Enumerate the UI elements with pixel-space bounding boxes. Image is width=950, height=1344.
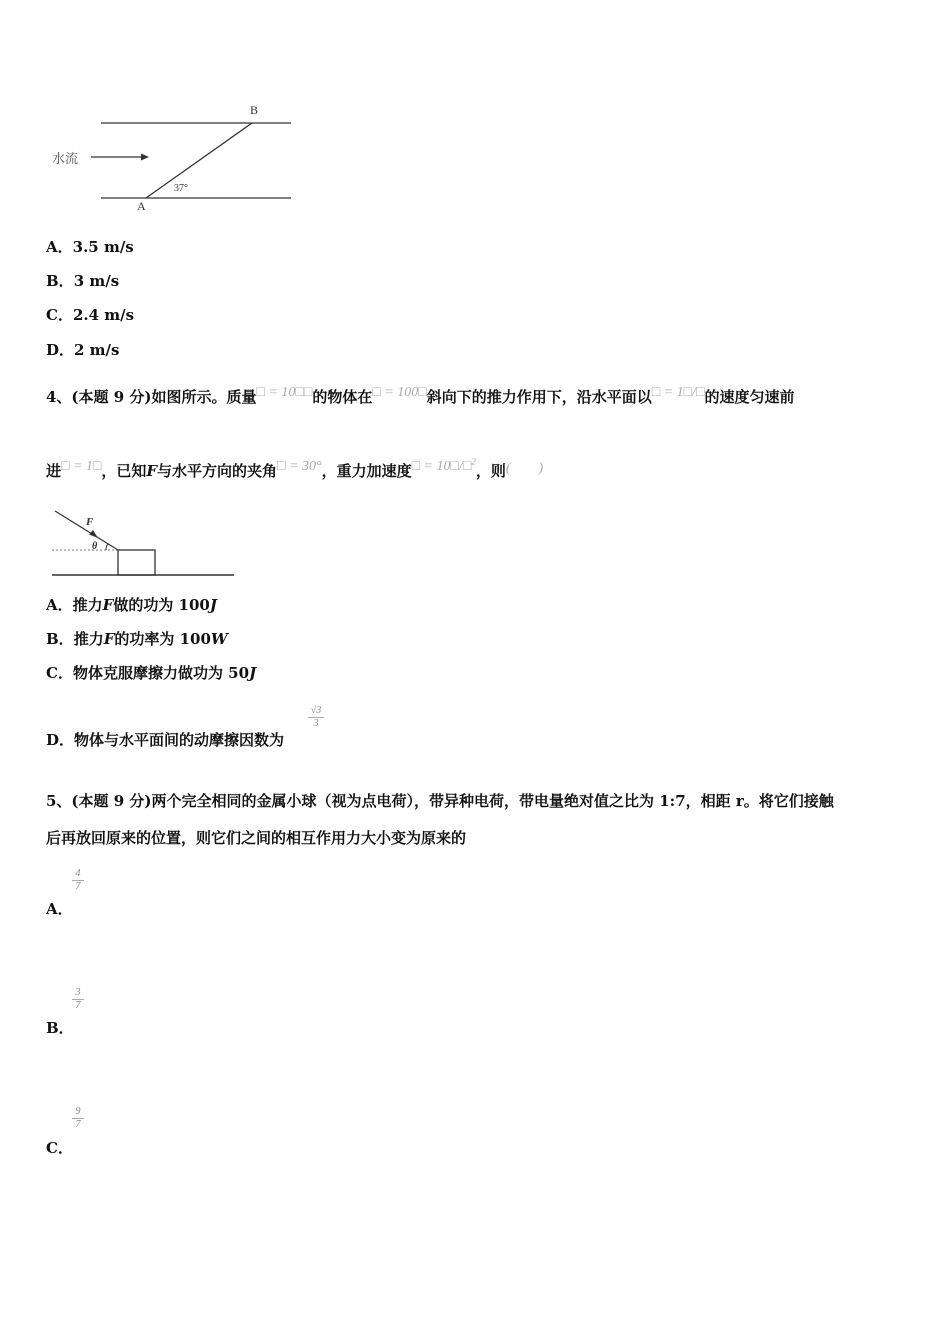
q5-option-b-fraction: 3 7 bbox=[72, 988, 84, 1011]
q5-option-b[interactable]: B． bbox=[46, 1019, 74, 1037]
q5-option-c-fraction: 9 7 bbox=[72, 1107, 84, 1130]
q4-stem-line-2: 进□ = 1□，已知F与水平方向的夹角□ = 30°，重力加速度□ = 10□/□$^2$，则( ) bbox=[46, 456, 544, 480]
q3-option-a[interactable]: A．3.5 m/s bbox=[46, 238, 134, 256]
water-flow-label: 水流 bbox=[52, 151, 79, 166]
force-label: F bbox=[86, 516, 94, 528]
angle-arc bbox=[106, 544, 108, 550]
river-crossing-figure bbox=[40, 98, 300, 216]
pushed-block-figure bbox=[46, 505, 241, 583]
displacement-formula: □ = 1□ bbox=[61, 459, 102, 474]
gravity-formula: □ = 10□/□$^2$ bbox=[411, 456, 476, 474]
q5-option-a-fraction: 4 7 bbox=[72, 869, 84, 892]
q4-option-d-fraction: √3 3 bbox=[308, 706, 324, 729]
q4-option-b[interactable]: B．推力F的功率为 100W bbox=[46, 630, 228, 648]
angle-label: 37° bbox=[174, 183, 188, 194]
crossing-path bbox=[146, 123, 252, 198]
answer-blank: ( ) bbox=[505, 461, 544, 476]
q5-option-c[interactable]: C． bbox=[46, 1139, 73, 1157]
q4-option-a[interactable]: A．推力F做的功为 100J bbox=[46, 596, 217, 614]
q3-option-d[interactable]: D．2 m/s bbox=[46, 341, 120, 359]
q5-option-a[interactable]: A． bbox=[46, 900, 73, 918]
q5-stem-line-2: 后再放回原来的位置，则它们之间的相互作用力大小变为原来的 bbox=[46, 829, 467, 847]
velocity-formula: □ = 1□/□ bbox=[651, 385, 705, 400]
mass-formula: □ = 10□□ bbox=[256, 385, 313, 400]
theta-label: θ bbox=[92, 541, 98, 552]
q3-option-c[interactable]: C．2.4 m/s bbox=[46, 306, 135, 324]
point-b-label: B bbox=[250, 103, 259, 117]
q4-option-c[interactable]: C．物体克服摩擦力做功为 50J bbox=[46, 664, 257, 682]
point-a-label: A bbox=[137, 199, 146, 213]
q4-option-d[interactable]: D．物体与水平面间的动摩擦因数为 bbox=[46, 731, 285, 749]
q4-stem-line-1: 4、(本题 9 分)如图所示。质量□ = 10□□的物体在□ = 100□斜向下的推力作用下，沿水平面以□ = 1□/□的速度匀速前 bbox=[46, 385, 795, 406]
q3-option-b[interactable]: B．3 m/s bbox=[46, 272, 120, 290]
flow-arrow-icon bbox=[141, 154, 149, 161]
q5-stem-line-1: 5、(本题 9 分)两个完全相同的金属小球（视为点电荷），带异种电荷，带电量绝对值之比为 1:7，相距 r。将它们接触 bbox=[46, 792, 834, 810]
force-arrow-icon bbox=[89, 530, 98, 538]
angle-formula: □ = 30° bbox=[277, 459, 322, 474]
block bbox=[118, 550, 155, 575]
force-formula: □ = 100□ bbox=[372, 385, 427, 400]
